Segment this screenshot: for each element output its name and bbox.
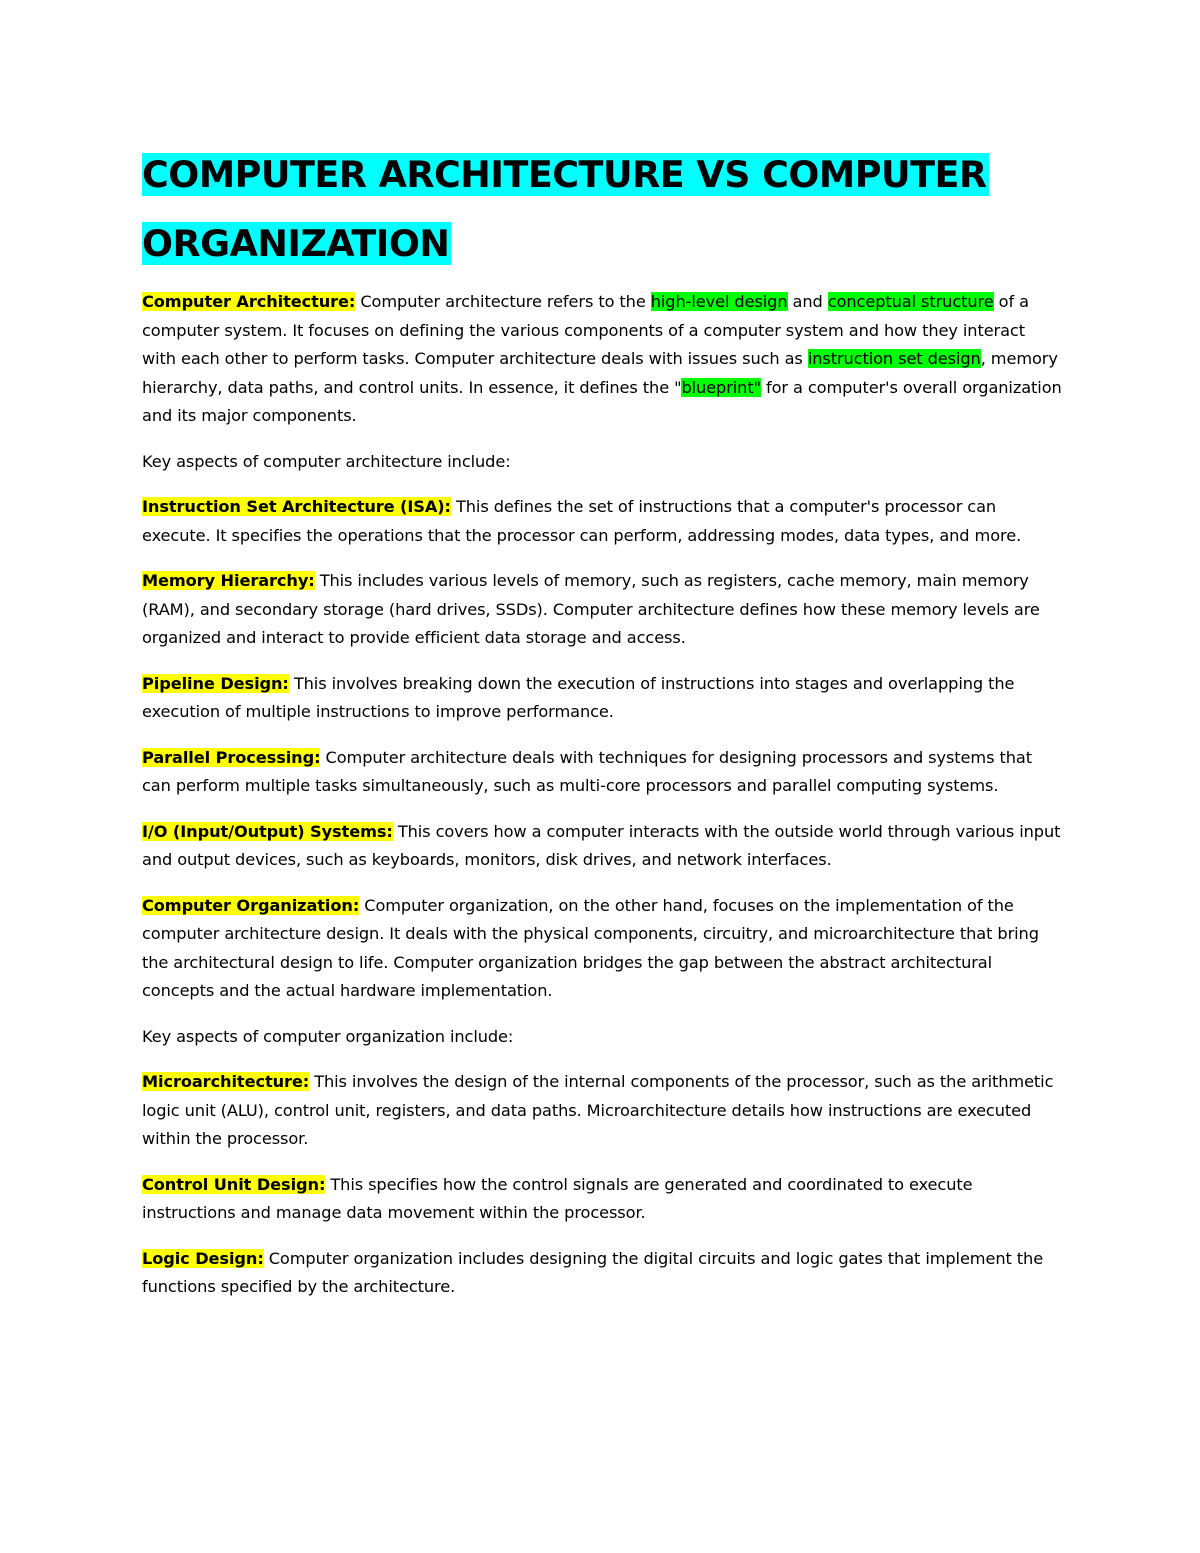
architecture-intro: Key aspects of computer architecture include: <box>142 451 511 471</box>
arch-item-pipeline-design <box>142 670 1062 727</box>
term-microarchitecture: Microarchitecture: <box>142 1072 310 1091</box>
term-io-systems: I/O (Input/Output) Systems: <box>142 821 393 841</box>
document-body <box>142 140 1062 1319</box>
organization-intro: Key aspects of computer organization include: <box>142 1026 514 1046</box>
term-parallel-processing: Parallel Processing: <box>142 747 321 767</box>
arch-item-isa-text: This defines the set of instructions that a computer's processor can execute. It specifies the operations that the processor can perform, addressing modes, data types, and more. <box>142 497 1022 545</box>
arch-item-pipeline-design-text: This involves breaking down the execution of instructions into stages and overlapping the execution of multiple instructions to improve performance. <box>142 673 1015 721</box>
arch-item-io-systems <box>142 818 1062 875</box>
arch-item-isa <box>142 493 1062 550</box>
arch-item-parallel-processing <box>142 744 1062 801</box>
highlight-conceptual-structure: conceptual structure <box>827 292 994 311</box>
architecture-text-3: of a computer system. It focuses on defining the various components of a computer system and how they interact with each other to perform tasks. Computer architecture deals with issues such as <box>142 292 1029 368</box>
architecture-text-5: for a computer's overall organization and its major components. <box>142 377 1062 425</box>
title-highlight: COMPUTER ARCHITECTURE VS COMPUTER ORGANIZATION <box>142 153 987 265</box>
org-item-microarchitecture <box>142 1068 1062 1154</box>
term-computer-organization: Computer Organization: <box>142 895 360 915</box>
architecture-text-2: and <box>787 292 828 311</box>
term-computer-architecture: Computer Architecture: <box>142 292 356 311</box>
org-item-control-unit-design <box>142 1171 1062 1228</box>
org-item-logic-design-text: Computer organization includes designing the digital circuits and logic gates that implement the functions specified by the architecture. <box>142 1248 1044 1296</box>
highlight-instruction-set-design: instruction set design <box>807 349 981 368</box>
arch-item-io-systems-text: This covers how a computer interacts with the outside world through various input and output devices, such as keyboards, monitors, disk drives, and network interfaces. <box>142 821 1061 869</box>
arch-item-parallel-processing-text: Computer architecture deals with techniques for designing processors and systems that can perform multiple tasks simultaneously, such as multi-core processors and parallel computing systems. <box>142 747 1032 795</box>
architecture-text-1: Computer architecture refers to the <box>355 292 651 311</box>
page-title <box>142 140 1062 278</box>
term-control-unit-design: Control Unit Design: <box>142 1174 326 1194</box>
organization-text: Computer organization, on the other hand, focuses on the implementation of the computer architecture design. It deals with the physical components, circuitry, and microarchitecture that bring the architectural design to life. Computer organization bridges the gap between the abstract architectural concepts and the actual hardware implementation. <box>142 895 1039 1000</box>
org-item-logic-design <box>142 1245 1062 1302</box>
arch-item-memory-hierarchy <box>142 567 1062 653</box>
term-isa: Instruction Set Architecture (ISA): <box>142 497 451 516</box>
highlight-high-level-design: high-level design <box>650 292 788 311</box>
architecture-text-4: , memory hierarchy, data paths, and control units. In essence, it defines the " <box>142 349 1058 397</box>
arch-item-memory-hierarchy-text: This includes various levels of memory, such as registers, cache memory, main memory (RAM), and secondary storage (hard drives, SSDs). Computer architecture defines how these memory levels are organized and interact to provide efficient data storage and access. <box>142 571 1040 647</box>
architecture-definition <box>142 288 1062 431</box>
highlight-blueprint: blueprint" <box>681 377 761 397</box>
term-logic-design: Logic Design: <box>142 1248 264 1268</box>
organization-definition <box>142 892 1062 1006</box>
org-item-control-unit-design-text: This specifies how the control signals are generated and coordinated to execute instructions and manage data movement within the processor. <box>142 1174 973 1222</box>
term-pipeline-design: Pipeline Design: <box>142 673 289 693</box>
term-memory-hierarchy: Memory Hierarchy: <box>142 571 315 590</box>
org-item-microarchitecture-text: This involves the design of the internal components of the processor, such as the arithmetic logic unit (ALU), control unit, registers, and data paths. Microarchitecture details how instructions are executed within the processor. <box>142 1072 1054 1148</box>
